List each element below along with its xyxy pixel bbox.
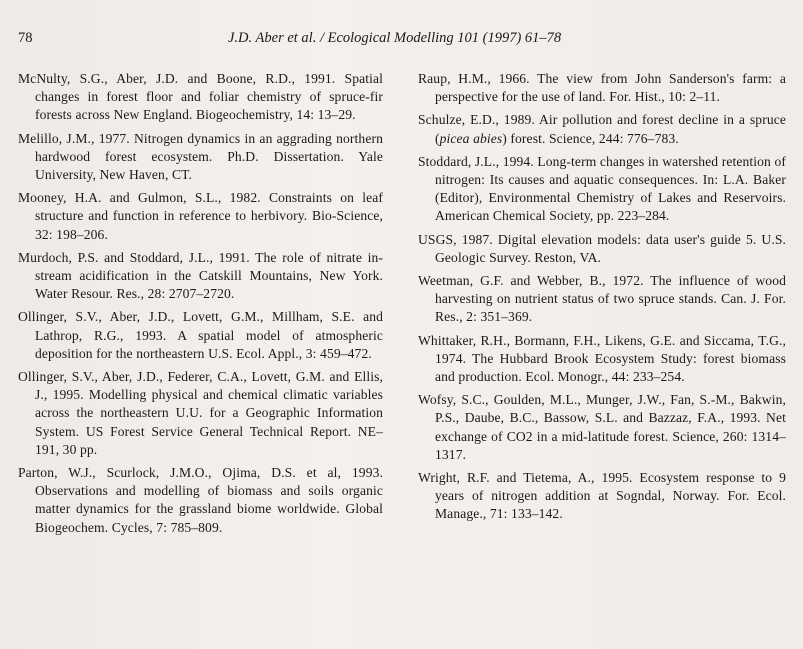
reference-entry: Mooney, H.A. and Gulmon, S.L., 1982. Constraints on leaf structure and function in reference to herbivory. Bio-Science, 32: 198–206. — [18, 190, 383, 242]
reference-entry: Stoddard, J.L., 1994. Long-term changes in watershed retention of nitrogen: Its causes and aquatic consequences. In: L.A. Baker (Editor), Environmental Chemistry of Lakes and Reservoirs. American Chemical Society, pp. 223–284. — [418, 153, 786, 224]
reference-entry: McNulty, S.G., Aber, J.D. and Boone, R.D., 1991. Spatial changes in forest floor and foliar chemistry of spruce-fir forests across New England. Biogeochemistry, 14: 13–29. — [18, 71, 383, 123]
reference-entry: Wofsy, S.C., Goulden, M.L., Munger, J.W., Fan, S.-M., Bakwin, P.S., Daube, B.C., Bassow, S.L. and Bazzaz, F.A., 1993. Net exchange of CO2 in a mid-latitude forest. Science, 260: 1314–1317. — [418, 392, 786, 462]
running-head: J.D. Aber et al. / Ecological Modelling 101 (1997) 61–78 — [228, 30, 562, 46]
reference-entry: Ollinger, S.V., Aber, J.D., Federer, C.A., Lovett, G.M. and Ellis, J., 1995. Modelling physical and chemical climatic variables across the northeastern U.U. for a Geographic Information System. US Forest Service General Technical Report. NE–191, 30 pp. — [18, 369, 383, 457]
reference-entry: Weetman, G.F. and Webber, B., 1972. The influence of wood harvesting on nutrient status of two spruce stands. Can. J. For. Res., 2: 351–369. — [418, 273, 786, 325]
reference-entry: Melillo, J.M., 1977. Nitrogen dynamics in an aggrading northern hardwood forest ecosystem. Ph.D. Dissertation. Yale University, New Haven, CT. — [18, 130, 383, 183]
reference-entry: Whittaker, R.H., Bormann, F.H., Likens, G.E. and Siccama, T.G., 1974. The Hubbard Brook Ecosystem Study: forest biomass and production. Ecol. Monogr., 44: 233–254. — [418, 332, 786, 385]
references-right-column — [418, 70, 786, 529]
reference-entry: USGS, 1987. Digital elevation models: data user's guide 5. U.S. Geologic Survey. Reston, VA. — [418, 231, 786, 265]
reference-entry: Murdoch, P.S. and Stoddard, J.L., 1991. The role of nitrate in-stream acidification in the Catskill Mountains, New York. Water Resour. Res., 28: 2707–2720. — [18, 249, 383, 302]
reference-entry: Ollinger, S.V., Aber, J.D., Lovett, G.M., Millham, S.E. and Lathrop, R.G., 1993. A spatial model of atmospheric deposition for the northeastern U.S. Ecol. Appl., 3: 459–472. — [18, 309, 383, 361]
reference-entry: Wright, R.F. and Tietema, A., 1995. Ecosystem response to 9 years of nitrogen addition at Sogndal, Norway. For. Ecol. Manage., 71: 133–142. — [418, 470, 786, 522]
references-left-column — [18, 70, 383, 542]
species-name: picea abies — [439, 130, 503, 146]
reference-text: Schulze, E.D., 1989. Air pollution and forest decline in a spruce ( — [418, 112, 786, 146]
reference-entry: Raup, H.M., 1966. The view from John Sanderson's farm: a perspective for the use of land. For. Hist., 10: 2–11. — [418, 71, 786, 105]
reference-entry: Parton, W.J., Scurlock, J.M.O., Ojima, D.S. et al, 1993. Observations and modelling of biomass and soils organic matter dynamics for the grassland biome worldwide. Global Biogeochem. Cycles, 7: 785–809. — [18, 465, 383, 535]
reference-text: ) forest. Science, 244: 776–783. — [502, 130, 679, 146]
page-header — [18, 30, 788, 52]
page-number: 78 — [18, 30, 33, 46]
reference-entry — [418, 111, 786, 147]
